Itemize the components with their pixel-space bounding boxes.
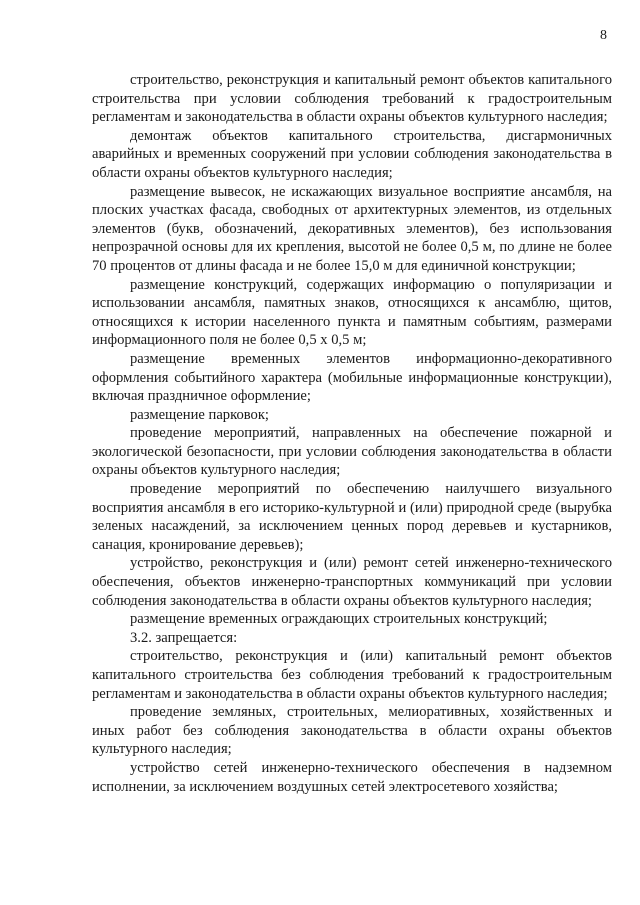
paragraph-6: размещение парковок; (130, 406, 269, 423)
paragraph-2: демонтаж объектов капитального строительства, дисгармоничных аварийных и временных сооружений при условии соблюдения законодательства в области охраны объектов культурного наследия; (92, 127, 612, 181)
paragraph-4: размещение конструкций, содержащих информацию о популяризации и использовании ансамбля, памятных знаков, относящихся к ансамблю, щитов, относящихся к истории населенного пункта и памятным событиям, размерами информационного поля не более 0,5 х 0,5 м; (92, 276, 612, 349)
paragraph-10: размещение временных ограждающих строительных конструкций; (130, 611, 548, 628)
paragraph-8: проведение мероприятий по обеспечению наилучшего визуального восприятия ансамбля в его историко-культурной и (или) природной среде (вырубка зеленых насаждений, за исключением ценных пород деревьев и кустарников, санация, кронирование деревьев); (92, 481, 612, 553)
paragraph-14: устройство сетей инженерно-технического обеспечения в надземном исполнении, за исключением воздушных сетей электросетевого хозяйства; (92, 759, 612, 795)
paragraph-12: строительство, реконструкция и (или) капитальный ремонт объектов капитального строительства без соблюдения требований к градостроительным регламентам и законодательства в области охраны объектов культурного наследия; (92, 648, 612, 702)
paragraph-13: проведение земляных, строительных, мелиоративных, хозяйственных и иных работ без соблюдения законодательства в области охраны объектов культурного наследия; (92, 704, 612, 758)
paragraph-3: размещение вывесок, не искажающих визуальное восприятие ансамбля, на плоских участках фасада, свободных от архитектурных элементов, из отдельных элементов (букв, обозначений, декоративных элементов), без использования непрозрачной основы для их крепления, высотой не более 0,5 м, по длине не более 70 процентов от длины фасада и не более 15,0 м для единичной конструкции; (92, 183, 612, 274)
page-number: 8 (600, 28, 607, 43)
section-heading-3-2: 3.2. запрещается: (130, 629, 238, 646)
paragraph-7: проведение мероприятий, направленных на обеспечение пожарной и экологической безопасности, при условии соблюдения законодательства в области охраны объектов культурного наследия; (92, 425, 612, 479)
paragraph-1: строительство, реконструкция и капитальный ремонт объектов капитального строительства при условии соблюдения требований к градостроительным регламентам и законодательства в области охраны объектов культурного наследия; (92, 72, 612, 126)
paragraph-9: устройство, реконструкция и (или) ремонт сетей инженерно-технического обеспечения, объектов инженерно-транспортных коммуникаций при условии соблюдения законодательства в области охраны объектов культурного наследия; (92, 555, 612, 609)
document-body (92, 71, 612, 796)
paragraph-5: размещение временных элементов информационно-декоративного оформления событийного характера (мобильные информационные конструкции), включая праздничное оформление; (92, 350, 612, 405)
